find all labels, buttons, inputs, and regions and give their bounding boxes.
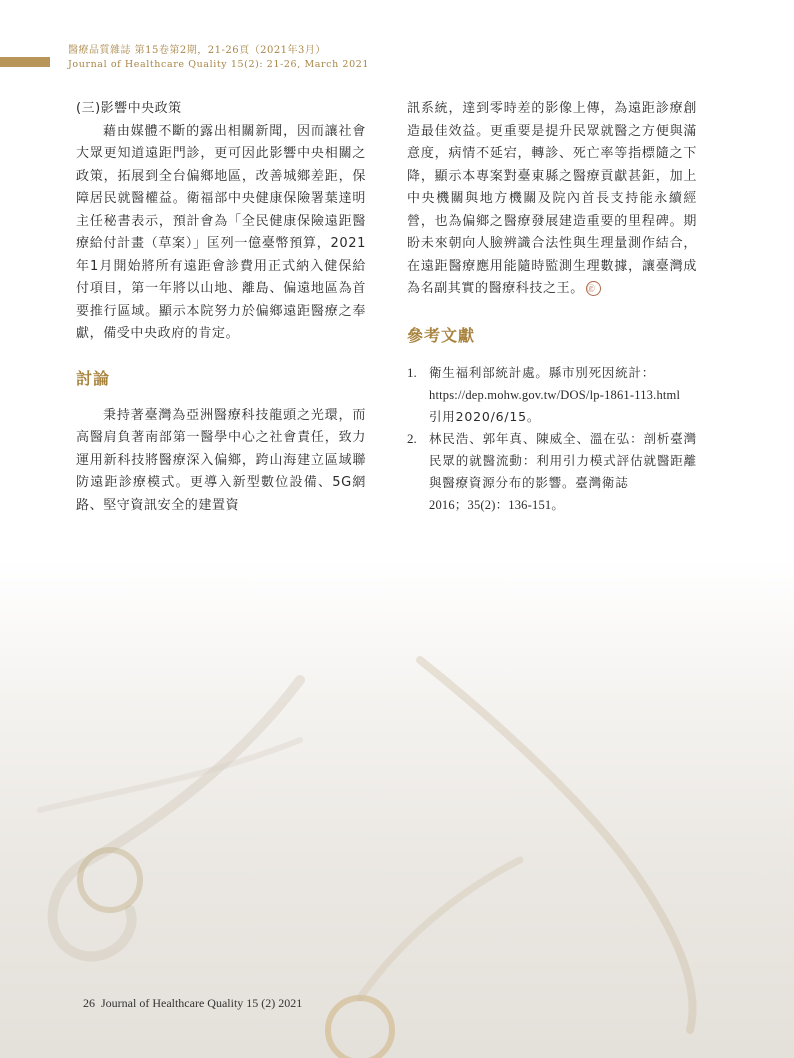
page-footer (83, 996, 302, 1011)
journal-header-zh: 醫療品質雜誌 第15卷第2期，21-26頁（2021年3月） (68, 45, 326, 56)
reference-cite: 2016；35(2)：136-151。 (429, 497, 565, 512)
running-header (68, 44, 369, 71)
reference-text: 衛生福利部統計處。縣市別死因統計： (429, 364, 656, 380)
end-seal-icon: ㊣ (586, 281, 601, 296)
paragraph-text: 訊系統，達到零時差的影像上傳，為遠距診療創造最佳效益。更重要是提升民眾就醫之方便與滿意度，病情不延宕，轉診、死亡率等指標隨之下降，顯示本專案對臺東縣之醫療貢獻甚鉅，加上中央機關與地方機關及院內首長支持能永續經營，也為偏鄉之醫療發展建造重要的里程碑。期盼未來朝向人臉辨識合法性與生理量測作結合，在遠距醫療應用能隨時監測生理數據，讓臺灣成為名副其實的醫療科技之王。 (407, 101, 697, 296)
reference-list (407, 362, 697, 516)
reference-cite: 引用2020/6/15。 (429, 408, 541, 424)
page-number: 26 (83, 996, 95, 1010)
footer-journal: Journal of Healthcare Quality 15 (2) 2021 (101, 996, 303, 1010)
reference-url-link[interactable]: https://dep.mohw.gov.tw/DOS/lp-1861-113.html (429, 387, 681, 402)
journal-header-en: Journal of Healthcare Quality 15(2): 21-26, March 2021 (68, 59, 370, 70)
reference-text: 林民浩、郭年真、陳威全、溫在弘：剖析臺灣民眾的就醫流動：利用引力模式評估就醫距離與醫療資源分布的影響。臺灣衛誌 (429, 430, 697, 490)
subsection-heading: (三)影響中央政策 (76, 101, 182, 116)
reference-number: 1. (407, 364, 417, 380)
section-title-discussion: 討論 (76, 368, 111, 388)
reference-item (407, 362, 697, 428)
reference-number: 2. (407, 430, 417, 446)
paragraph-policy: 藉由媒體不斷的露出相關新聞，因而讓社會大眾更知道遠距門診，更可因此影響中央相關之政策，拓展到全台偏鄉地區，改善城鄉差距，保障居民就醫權益。衛福部中央健康保險署葉達明主任秘書表示，預計會為「全民健康保險遠距醫療給付計畫（草案）」匡列一億臺幣預算，2021年1月開始將所有遠距會診費用正式納入健保給付項目，第一年將以山地、離島、偏遠地區為首要推行區域。顯示本院努力於偏鄉遠距醫療之奉獻，備受中央政府的肯定。 (76, 123, 366, 341)
section-title-references: 參考文獻 (407, 325, 476, 345)
header-accent-bar (0, 57, 50, 67)
paragraph-discussion: 秉持著臺灣為亞洲醫療科技龍頭之光環，而高醫肩負著南部第一醫學中心之社會責任，致力運用新科技將醫療深入偏鄉，跨山海建立區域聯防遠距診療模式。更導入新型數位設備、5G網路、堅守資訊安全的建置資 (76, 407, 366, 513)
left-column (76, 98, 366, 517)
right-column (407, 98, 697, 516)
paragraph-discussion-continued (407, 98, 697, 301)
reference-item (407, 428, 697, 516)
background-stethoscope-image (0, 560, 794, 1058)
